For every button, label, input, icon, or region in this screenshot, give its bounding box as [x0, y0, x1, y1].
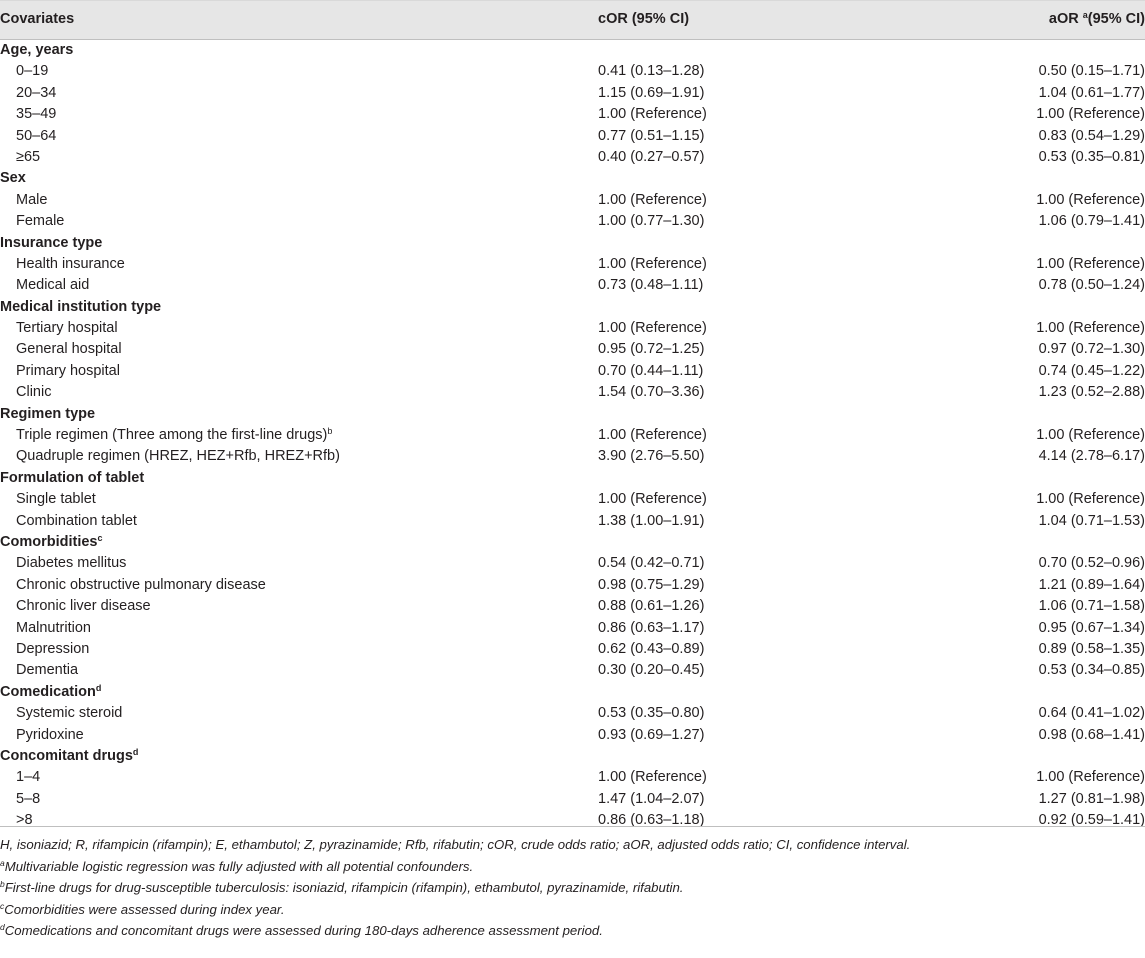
covariate-label: 5–8	[16, 790, 41, 807]
covariate-label: Medical aid	[16, 277, 90, 294]
covariate-label: 20–34	[16, 84, 57, 101]
aor-value: 1.00 (Reference)	[1036, 320, 1145, 337]
group-header-row	[0, 532, 1145, 553]
table-row	[0, 489, 1145, 510]
covariate-label: Systemic steroid	[16, 705, 123, 722]
cor-value: 0.70 (0.44–1.11)	[598, 362, 704, 379]
aor-value: 0.74 (0.45–1.22)	[1038, 362, 1145, 379]
covariate-label: Quadruple regimen (HREZ, HEZ+Rfb, HREZ+Rfb)	[16, 448, 340, 465]
aor-value: 1.00 (Reference)	[1036, 491, 1145, 508]
aor-value: 0.78 (0.50–1.24)	[1038, 277, 1145, 294]
group-label: Concomitant drugs$^d$	[0, 746, 139, 764]
table-row	[0, 190, 1145, 211]
table-row	[0, 789, 1145, 810]
group-label: Formulation of tablet	[0, 469, 145, 486]
cor-value: 0.54 (0.42–0.71)	[598, 555, 705, 572]
footnote-mark: c	[97, 532, 103, 543]
cor-value: 1.15 (0.69–1.91)	[598, 84, 705, 101]
footnote-text: First-line drugs for drug-susceptible tuberculosis: isoniazid, rifampicin (rifampin), ethambutol, pyrazinamide, rifabutin.	[4, 880, 684, 895]
cor-value: 3.90 (2.76–5.50)	[598, 448, 705, 465]
aor-value: 0.89 (0.58–1.35)	[1038, 640, 1145, 657]
aor-value: 1.04 (0.61–1.77)	[1038, 84, 1145, 101]
table-row	[0, 254, 1145, 275]
cor-value: 0.73 (0.48–1.11)	[598, 277, 704, 294]
cor-value: 1.00 (Reference)	[598, 255, 707, 272]
footnote	[0, 856, 1145, 878]
cor-value: 0.86 (0.63–1.17)	[598, 619, 705, 636]
group-header-row	[0, 404, 1145, 425]
covariate-label: 50–64	[16, 127, 57, 144]
cor-value: 0.86 (0.63–1.18)	[598, 812, 705, 829]
table-row	[0, 126, 1145, 147]
covariate-label: Dementia	[16, 662, 79, 679]
cor-value: 0.40 (0.27–0.57)	[598, 148, 705, 165]
group-header-row	[0, 40, 1145, 61]
cor-value: 1.00 (Reference)	[598, 106, 707, 123]
group-header-row	[0, 233, 1145, 254]
table-row	[0, 618, 1145, 639]
footnotes	[0, 834, 1145, 942]
covariate-label: Tertiary hospital	[16, 320, 118, 337]
table-row	[0, 211, 1145, 232]
cor-value: 0.77 (0.51–1.15)	[598, 127, 705, 144]
group-header-row	[0, 746, 1145, 767]
aor-value: 0.53 (0.35–0.81)	[1038, 148, 1145, 165]
table-row	[0, 810, 1145, 831]
covariate-label: Primary hospital	[16, 362, 120, 379]
aor-value: 1.04 (0.71–1.53)	[1038, 512, 1145, 529]
footnote	[0, 899, 1145, 921]
footnote-text: Comedications and concomitant drugs were assessed during 180-days adherence assessment period.	[4, 923, 603, 938]
cor-value: 0.95 (0.72–1.25)	[598, 341, 705, 358]
aor-value: 1.23 (0.52–2.88)	[1038, 384, 1145, 401]
covariate-label: Malnutrition	[16, 619, 91, 636]
aor-value: 0.53 (0.34–0.85)	[1038, 662, 1145, 679]
table-row	[0, 339, 1145, 360]
covariate-label: 35–49	[16, 106, 57, 123]
table-row	[0, 382, 1145, 403]
table-bottom-rule	[0, 826, 1145, 827]
aor-value: 1.00 (Reference)	[1036, 191, 1145, 208]
cor-value: 1.00 (0.77–1.30)	[598, 213, 705, 230]
cor-value: 1.54 (0.70–3.36)	[598, 384, 705, 401]
covariate-label: Male	[16, 191, 48, 208]
aor-value: 1.00 (Reference)	[1036, 427, 1145, 444]
covariate-label: ≥65	[16, 148, 41, 165]
aor-value: 0.95 (0.67–1.34)	[1038, 619, 1145, 636]
cor-value: 1.00 (Reference)	[598, 491, 707, 508]
cor-value: 1.47 (1.04–2.07)	[598, 790, 705, 807]
table-row	[0, 553, 1145, 574]
table-row	[0, 575, 1145, 596]
header-covariates: Covariates	[0, 11, 75, 27]
covariate-label: Chronic liver disease	[16, 598, 151, 615]
covariate-label: Female	[16, 213, 65, 230]
aor-value: 1.27 (0.81–1.98)	[1038, 790, 1145, 807]
group-label: Age, years	[0, 42, 74, 58]
table-row	[0, 446, 1145, 467]
aor-value: 0.97 (0.72–1.30)	[1038, 341, 1145, 358]
group-label: Comedication$^d$	[0, 682, 102, 700]
footnote-mark: c	[0, 900, 5, 911]
covariate-label: Combination tablet	[16, 512, 137, 529]
aor-value: 1.06 (0.71–1.58)	[1038, 598, 1145, 615]
aor-value: 0.98 (0.68–1.41)	[1038, 726, 1145, 743]
table-row	[0, 318, 1145, 339]
aor-value: 0.92 (0.59–1.41)	[1038, 812, 1145, 829]
aor-value: 0.83 (0.54–1.29)	[1038, 127, 1145, 144]
table-row	[0, 639, 1145, 660]
cor-value: 0.41 (0.13–1.28)	[598, 63, 705, 80]
aor-value: 1.00 (Reference)	[1036, 769, 1145, 786]
cor-value: 0.30 (0.20–0.45)	[598, 662, 705, 679]
group-label: Comorbidities$^c$	[0, 532, 103, 550]
table-header	[0, 0, 1145, 40]
table-row	[0, 596, 1145, 617]
cor-value: 1.38 (1.00–1.91)	[598, 512, 705, 529]
cor-value: 0.88 (0.61–1.26)	[598, 598, 705, 615]
table-row	[0, 83, 1145, 104]
footnote-text: H, isoniazid; R, rifampicin (rifampin); E, ethambutol; Z, pyrazinamide; Rfb, rifabutin; cOR, crude odds ratio; aOR, adjusted odds ratio; CI, confidence interval.	[0, 837, 911, 852]
footnote-mark: d	[95, 682, 102, 693]
covariate-label: Triple regimen (Three among the first-line drugs)$^b$	[16, 426, 333, 444]
footnote	[0, 877, 1145, 899]
aor-value: 1.21 (0.89–1.64)	[1038, 576, 1145, 593]
table-row	[0, 361, 1145, 382]
header-aor: aOR $^a$(95% CI)	[1048, 10, 1145, 27]
aor-value: 4.14 (2.78–6.17)	[1038, 448, 1145, 465]
covariate-label: Pyridoxine	[16, 726, 84, 743]
footnote-text: Comorbidities were assessed during index year.	[4, 901, 285, 917]
covariate-label: 0–19	[16, 63, 49, 80]
footnote-mark: d	[132, 746, 139, 757]
table-row	[0, 425, 1145, 446]
covariate-label: >8	[16, 812, 33, 829]
header-cor: cOR (95% CI)	[598, 11, 690, 27]
cor-value: 0.93 (0.69–1.27)	[598, 726, 705, 743]
covariate-label: 1–4	[16, 769, 41, 786]
aor-value: 1.00 (Reference)	[1036, 106, 1145, 123]
table-row	[0, 511, 1145, 532]
cor-value: 1.00 (Reference)	[598, 427, 707, 444]
footnote-mark: b	[327, 426, 333, 437]
cor-value: 0.98 (0.75–1.29)	[598, 576, 705, 593]
group-header-row	[0, 468, 1145, 489]
footnote-mark: d	[0, 922, 5, 932]
group-header-row	[0, 168, 1145, 189]
table-row	[0, 104, 1145, 125]
table-row	[0, 147, 1145, 168]
cor-value: 0.62 (0.43–0.89)	[598, 640, 705, 657]
table-body	[0, 40, 1145, 831]
footnote-text: Multivariable logistic regression was fully adjusted with all potential confounders.	[4, 858, 474, 874]
covariate-label: Clinic	[16, 384, 52, 401]
covariate-label: Depression	[16, 640, 90, 657]
footnote	[0, 834, 1145, 856]
header-aor-footnote-mark: a	[1082, 10, 1088, 20]
covariate-label: General hospital	[16, 341, 122, 358]
cor-value: 1.00 (Reference)	[598, 320, 707, 337]
aor-value: 1.00 (Reference)	[1036, 255, 1145, 272]
group-label: Sex	[0, 170, 26, 187]
aor-value: 0.64 (0.41–1.02)	[1038, 705, 1145, 722]
footnote-mark: b	[0, 879, 5, 889]
cor-value: 1.00 (Reference)	[598, 769, 707, 786]
table-row	[0, 275, 1145, 296]
aor-value: 0.50 (0.15–1.71)	[1038, 63, 1145, 80]
table-row	[0, 767, 1145, 788]
covariate-label: Diabetes mellitus	[16, 555, 127, 572]
footnote	[0, 920, 1145, 942]
group-label: Medical institution type	[0, 298, 162, 315]
cor-value: 1.00 (Reference)	[598, 191, 707, 208]
table-row	[0, 660, 1145, 681]
table-row	[0, 703, 1145, 724]
group-label: Insurance type	[0, 234, 103, 251]
cor-value: 0.53 (0.35–0.80)	[598, 705, 705, 722]
covariate-label: Health insurance	[16, 255, 125, 272]
covariate-label: Chronic obstructive pulmonary disease	[16, 576, 266, 593]
group-header-row	[0, 297, 1145, 318]
group-label: Regimen type	[0, 405, 96, 422]
aor-value: 1.06 (0.79–1.41)	[1038, 213, 1145, 230]
table-row	[0, 725, 1145, 746]
group-header-row	[0, 682, 1145, 703]
footnote-mark: a	[0, 857, 5, 868]
covariate-label: Single tablet	[16, 491, 96, 508]
table-row	[0, 61, 1145, 82]
aor-value: 0.70 (0.52–0.96)	[1038, 555, 1145, 572]
